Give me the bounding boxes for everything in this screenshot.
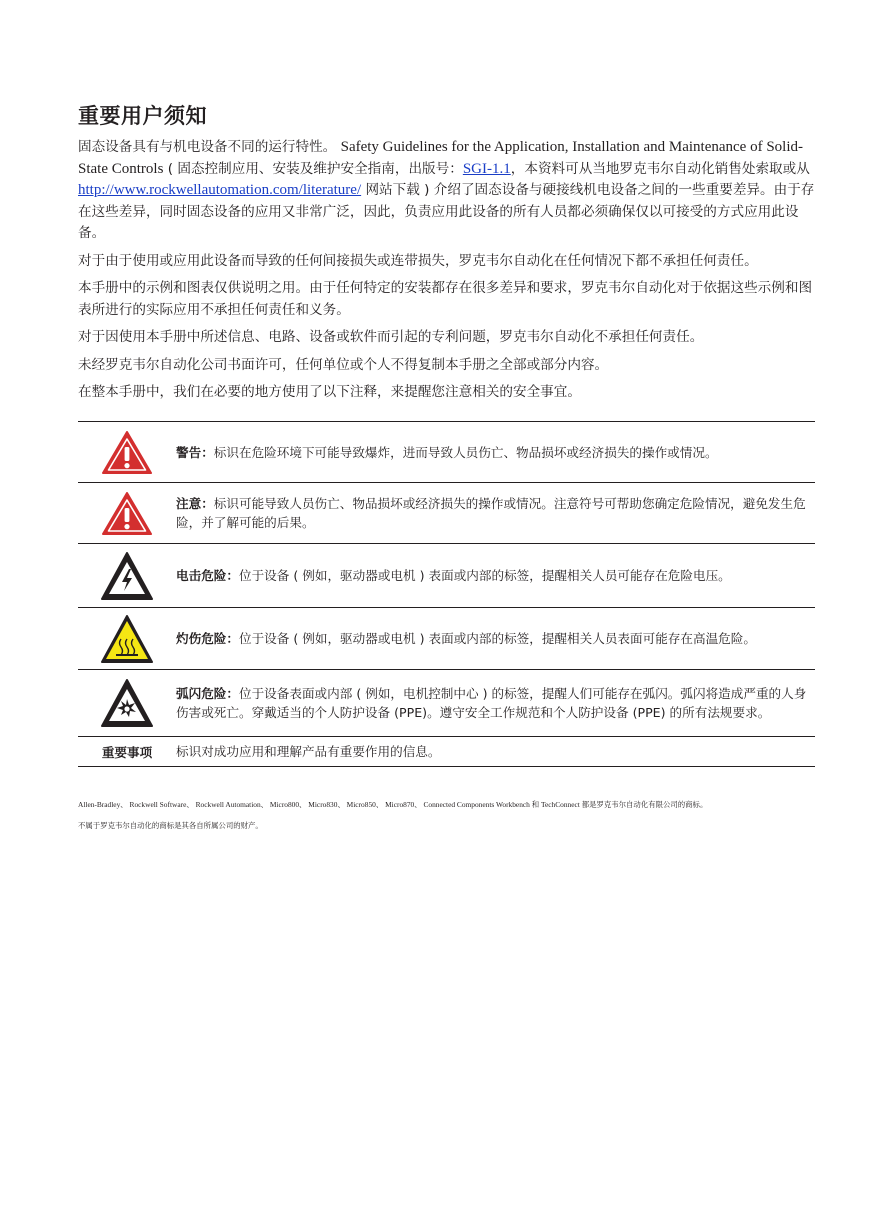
intro-section [78,137,815,410]
note-row-arc-flash [78,670,815,737]
note-row-burn-hazard [78,608,815,670]
attention-text: 标识可能导致人员伤亡、物品损坏或经济损失的操作或情况。注意符号可帮助您确定危险情况，避免发生危险，并了解可能的后果。 [176,496,806,530]
arc-flash-label: 弧闪危险： [176,686,239,701]
intro-paragraph-6: 在整本手册中，我们在必要的地方使用了以下注释，来提醒您注意相关的安全事宜。 [78,384,581,400]
third-party-trademark-notice: 不属于罗克韦尔自动化的商标是其各自所属公司的财产。 [78,821,263,830]
sgi-link[interactable]: SGI-1.1 [462,160,511,177]
intro-p1-text-d: 网站下载 ) 介绍了固态设备与硬接线机电设备之间的一些重要差异。由于存在这些差异，同时固态设备的应用又非常广泛，因此，负责应用此设备的所有人员都必须确保仅以可接受的方式应用此设备。 [78,182,815,241]
shock-hazard-text: 位于设备 ( 例如，驱动器或电机 ) 表面或内部的标签，提醒相关人员可能存在危险电压。 [238,568,731,583]
shock-hazard-label: 电击危险： [176,568,239,583]
note-row-shock-hazard [78,544,815,608]
trademark-notice: Allen-Bradley、 Rockwell Software、 Rockwell Automation、 Micro800、 Micro830、 Micro850、 Micro870、 Connected Components Workbench 和 TechConnect 都是罗克韦尔自动化有限公司的商标。 [78,800,708,809]
attention-icon [101,490,153,536]
footer [78,799,818,841]
intro-p1-text-b: ( 固态控制应用、安装及维护安全指南，出版号： [163,160,463,177]
intro-paragraph-5: 未经罗克韦尔自动化公司书面许可，任何单位或个人不得复制本手册之全部或部分内容。 [78,356,609,373]
page-title: 重要用户须知 [78,104,207,128]
literature-link[interactable]: http://www.rockwellautomation.com/literature/ [78,182,362,198]
important-label: 重要事项 [101,745,153,760]
arc-flash-text: 位于设备表面或内部 ( 例如，电机控制中心 ) 的标签，提醒人们可能存在弧闪。弧闪将造成严重的人身伤害或死亡。穿戴适当的个人防护设备 (PPE)。遵守安全工作规范和个人防护设备 (PPE) 的所有法规要求。 [176,686,807,720]
burn-hazard-icon [100,614,154,664]
intro-p1-text-c: ，本资料可从当地罗克韦尔自动化销售处索取或从 [510,160,810,177]
attention-label: 注意： [176,496,214,511]
warning-icon [101,429,153,475]
publication-title: Safety Guidelines for the Application, Installation and Maintenance of Solid-State Controls [78,139,803,177]
intro-paragraph-3: 本手册中的示例和图表仅供说明之用。由于任何特定的安装都存在很多差异和要求，罗克韦尔自动化对于依据这些示例和图表所进行的实际应用不承担任何责任和义务。 [78,280,813,318]
burn-hazard-text: 位于设备 ( 例如，驱动器或电机 ) 表面或内部的标签，提醒相关人员表面可能存在高温危险。 [238,631,756,646]
intro-paragraph-4: 对于因使用本手册中所述信息、电路、设备或软件而引起的专利问题，罗克韦尔自动化不承担任何责任。 [78,329,704,345]
important-text: 标识对成功应用和理解产品有重要作用的信息。 [176,744,441,759]
note-row-warning [78,422,815,483]
shock-hazard-icon [100,551,154,601]
burn-hazard-label: 灼伤危险： [176,631,239,646]
arc-flash-icon [100,678,154,728]
warning-label: 警告： [176,444,214,460]
intro-paragraph-2: 对于由于使用或应用此设备而导致的任何间接损失或连带损失，罗克韦尔自动化在任何情况下都不承担任何责任。 [78,252,758,269]
safety-notes-table [78,421,815,767]
warning-text: 标识在危险环境下可能导致爆炸，进而导致人员伤亡、物品损坏或经济损失的操作或情况。 [213,444,718,460]
intro-paragraph-1 [78,137,815,245]
note-row-important [78,737,815,767]
note-row-attention [78,483,815,544]
intro-p1-text-a: 固态设备具有与机电设备不同的运行特性。 [78,139,341,155]
